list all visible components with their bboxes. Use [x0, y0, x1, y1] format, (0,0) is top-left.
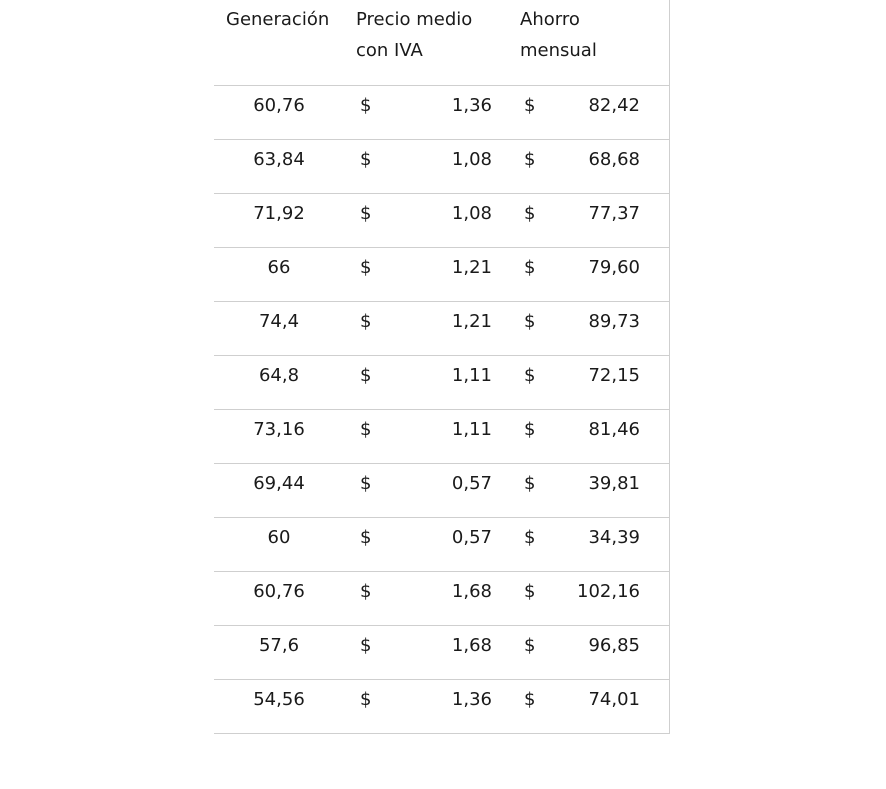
ahorro-currency-symbol: $	[524, 473, 536, 494]
precio-cell: 0,57	[451, 473, 492, 494]
ahorro-currency-symbol: $	[524, 149, 536, 170]
header-precio-line1: Precio medio	[356, 9, 473, 30]
ahorro-cell: 82,42	[588, 95, 640, 116]
table-row	[214, 572, 670, 626]
generacion-cell: 54,56	[253, 689, 305, 710]
precio-cell: 1,21	[451, 257, 492, 278]
precio-cell: 1,11	[451, 365, 492, 386]
precio-cell: 1,11	[451, 419, 492, 440]
ahorro-currency-symbol: $	[524, 527, 536, 548]
ahorro-cell: 79,60	[588, 257, 640, 278]
ahorro-cell: 89,73	[588, 311, 640, 332]
table-row	[214, 140, 670, 194]
generacion-cell: 60	[267, 527, 291, 548]
ahorro-cell: 81,46	[588, 419, 640, 440]
ahorro-currency-symbol: $	[524, 365, 536, 386]
table-row	[214, 194, 670, 248]
generacion-cell: 64,8	[258, 365, 300, 386]
generacion-cell: 63,84	[253, 149, 305, 170]
generacion-cell: 73,16	[253, 419, 305, 440]
ahorro-currency-symbol: $	[524, 581, 536, 602]
ahorro-currency-symbol: $	[524, 95, 536, 116]
ahorro-cell: 77,37	[588, 203, 640, 224]
precio-currency-symbol: $	[360, 527, 372, 548]
precio-currency-symbol: $	[360, 635, 372, 656]
table-row	[214, 680, 670, 734]
table-row	[214, 302, 670, 356]
table-row	[214, 86, 670, 140]
precio-currency-symbol: $	[360, 311, 372, 332]
ahorro-cell: 96,85	[588, 635, 640, 656]
precio-cell: 1,08	[451, 203, 492, 224]
generacion-cell: 60,76	[253, 95, 305, 116]
precio-cell: 1,08	[451, 149, 492, 170]
table-row	[214, 626, 670, 680]
generacion-cell: 71,92	[253, 203, 305, 224]
generacion-cell: 69,44	[253, 473, 305, 494]
table-row	[214, 464, 670, 518]
ahorro-currency-symbol: $	[524, 311, 536, 332]
ahorro-currency-symbol: $	[524, 203, 536, 224]
savings-table	[214, 0, 670, 734]
precio-cell: 1,68	[451, 581, 492, 602]
precio-currency-symbol: $	[360, 365, 372, 386]
header-ahorro-line2: mensual	[520, 40, 597, 61]
ahorro-currency-symbol: $	[524, 635, 536, 656]
precio-currency-symbol: $	[360, 689, 372, 710]
precio-cell: 0,57	[451, 527, 492, 548]
ahorro-cell: 72,15	[588, 365, 640, 386]
table-row	[214, 356, 670, 410]
header-generacion-label: Generación	[226, 9, 330, 30]
precio-cell: 1,21	[451, 311, 492, 332]
ahorro-cell: 39,81	[588, 473, 640, 494]
ahorro-cell: 34,39	[588, 527, 640, 548]
precio-currency-symbol: $	[360, 257, 372, 278]
ahorro-currency-symbol: $	[524, 689, 536, 710]
header-ahorro-line1: Ahorro	[520, 9, 580, 30]
ahorro-cell: 74,01	[588, 689, 640, 710]
table-row	[214, 248, 670, 302]
precio-cell: 1,36	[451, 689, 492, 710]
precio-currency-symbol: $	[360, 581, 372, 602]
precio-cell: 1,36	[451, 95, 492, 116]
generacion-cell: 66	[267, 257, 291, 278]
ahorro-cell: 102,16	[577, 581, 640, 602]
header-generacion	[226, 4, 356, 35]
generacion-cell: 60,76	[253, 581, 305, 602]
precio-currency-symbol: $	[360, 149, 372, 170]
precio-cell: 1,68	[451, 635, 492, 656]
precio-currency-symbol: $	[360, 473, 372, 494]
table-row	[214, 518, 670, 572]
generacion-cell: 57,6	[258, 635, 300, 656]
ahorro-currency-symbol: $	[524, 257, 536, 278]
table-header	[214, 0, 670, 86]
precio-currency-symbol: $	[360, 419, 372, 440]
ahorro-cell: 68,68	[588, 149, 640, 170]
precio-currency-symbol: $	[360, 203, 372, 224]
table-row	[214, 410, 670, 464]
header-precio-line2: con IVA	[356, 40, 423, 61]
ahorro-currency-symbol: $	[524, 419, 536, 440]
precio-currency-symbol: $	[360, 95, 372, 116]
header-precio	[356, 4, 516, 66]
generacion-cell: 74,4	[258, 311, 300, 332]
header-ahorro	[520, 4, 660, 66]
